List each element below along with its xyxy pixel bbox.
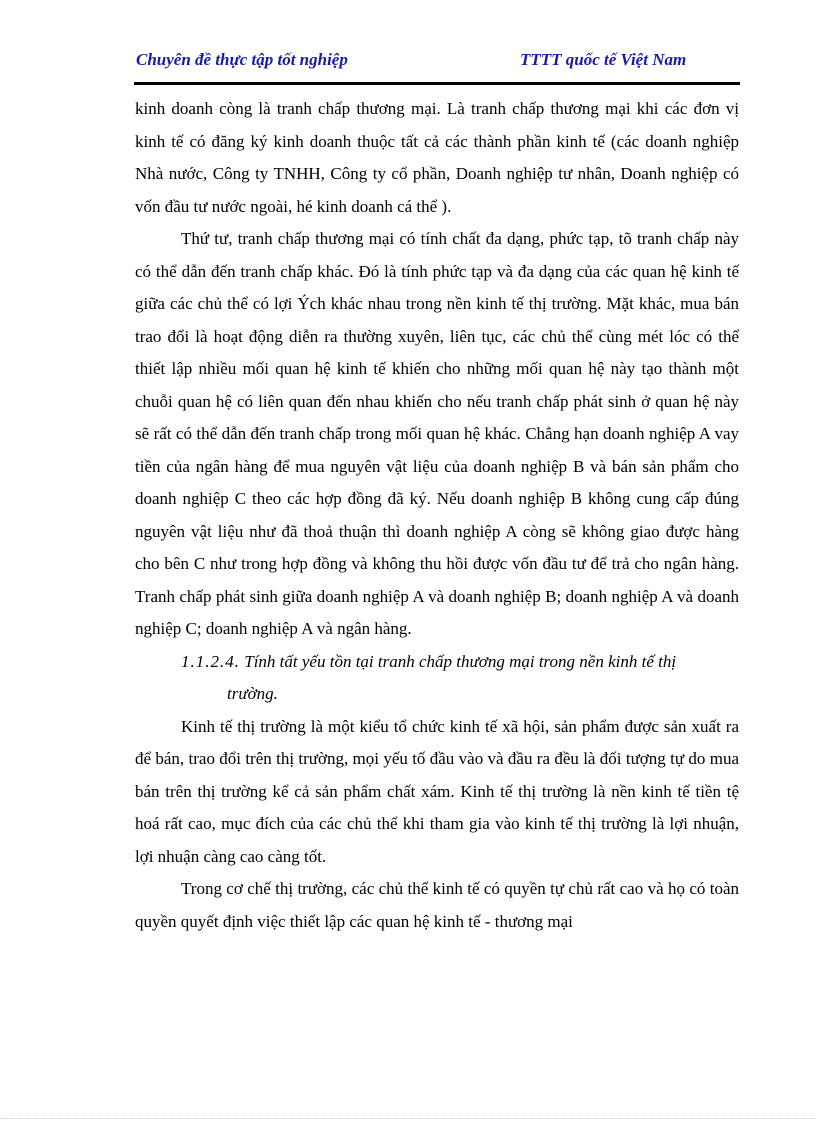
paragraph-co-che-thi-truong: Trong cơ chế thị trường, các chủ thể kinh tế có quyền tự chủ rất cao và họ có toàn quyền quyết định việc thiết lập các quan hệ kinh tế - thương mại — [135, 879, 739, 931]
paragraph-continuation: kinh doanh còng là tranh chấp thương mại. Là tranh chấp thương mại khi các đơn vị kinh tế có đăng ký kinh doanh thuộc tất cả các thành phần kinh tế (các doanh nghiệp Nhà nước, Công ty TNHH, Công ty cổ phần, Doanh nghiệp tư nhân, Doanh nghiệp có vốn đầu tư nước ngoài, hé kinh doanh cá thể ). — [135, 99, 739, 216]
section-title-line2: trường. — [227, 684, 278, 703]
section-number: 1.1.2.4. — [181, 651, 240, 671]
paragraph-kinh-te-thi-truong: Kinh tế thị trường là một kiểu tổ chức kinh tế xã hội, sản phẩm được sản xuất ra để bán, trao đổi trên thị trường, mọi yếu tố đầu vào và đầu ra đều là đối tượng tự do mua bán trên thị trường kể cả sản phẩm chất xám. Kinh tế thị trường là nền kinh tế tiền tệ hoá rất cao, mục đích của các chủ thể khi tham gia vào kinh tế thị trường là lợi nhuận, lợi nhuận càng cao càng tốt. — [135, 716, 739, 866]
header-left-title: Chuyên đề thực tập tốt nghiệp — [136, 50, 348, 69]
section-heading — [135, 646, 739, 711]
header-right-title: TTTT quốc tế Việt Nam — [520, 50, 687, 69]
page-header — [134, 46, 740, 85]
paragraph-thu-tu: Thứ tư, tranh chấp thương mại có tính chất đa dạng, phức tạp, tõ tranh chấp này có thể dẫn đến tranh chấp khác. Đó là tính phức tạp và đa dạng của các quan hệ kinh tế giữa các chủ thể có lợi Ých khác nhau trong nền kinh tế thị trường. Mặt khác, mua bán trao đổi là hoạt động diễn ra thường xuyên, liên tục, các chủ thể cùng mét lóc có thể thiết lập nhiều mối quan hệ kinh tế khiến cho những mối quan hệ này tạo thành một chuỗi quan hệ có liên quan đến nhau khiến cho nếu tranh chấp phát sinh ở quan hệ này sẽ rất có thể dẫn đến tranh chấp trong mối quan hệ khác. Chẳng hạn doanh nghiệp A vay tiền của ngân hàng để mua nguyên vật liệu của doanh nghiệp B và bán sản phẩm cho doanh nghiệp C theo các hợp đồng đã ký. Nếu doanh nghiệp B không cung cấp đúng nguyên vật liệu như đã thoả thuận thì doanh nghiệp A còng sẽ không giao được hàng cho bên C như trong hợp đồng và không thu hồi được vốn đầu tư để trả cho ngân hàng. Tranh chấp phát sinh giữa doanh nghiệp A và doanh nghiệp B; doanh nghiệp A và doanh nghiệp C; doanh nghiệp A và ngân hàng. — [135, 229, 739, 638]
section-title-line1: Tính tất yếu tồn tại tranh chấp thương mại trong nền kinh tế thị — [244, 651, 677, 671]
page-footer-rule — [0, 1118, 816, 1119]
document-body — [135, 93, 739, 938]
